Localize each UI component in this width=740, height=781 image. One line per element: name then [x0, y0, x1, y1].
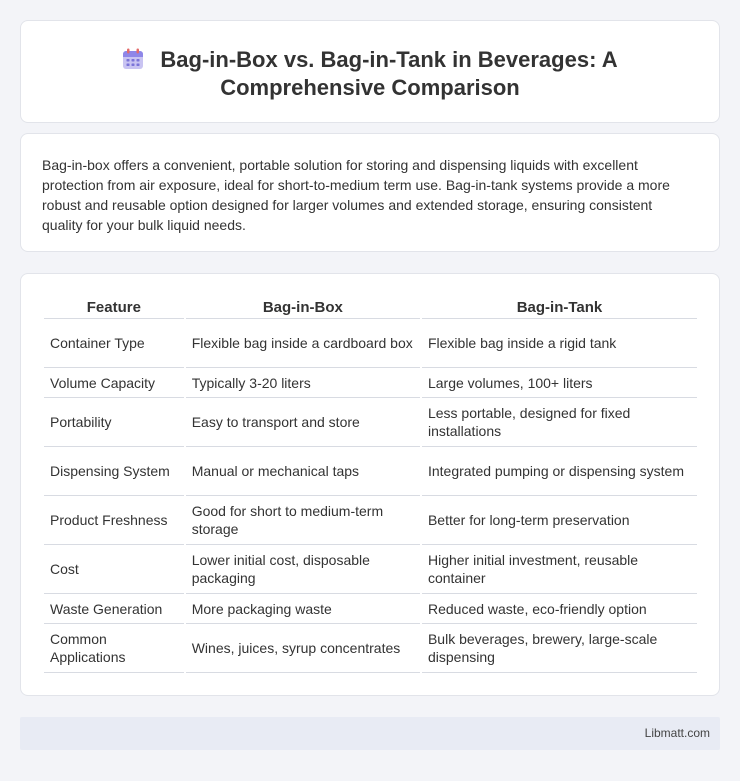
- feature-cell: Container Type: [44, 319, 184, 368]
- bag-in-box-cell: Manual or mechanical taps: [186, 447, 420, 496]
- bag-in-tank-cell: Reduced waste, eco-friendly option: [422, 594, 697, 624]
- table-row: [44, 368, 697, 398]
- table-header-row: [44, 297, 697, 319]
- feature-cell: Portability: [44, 398, 184, 447]
- bag-in-box-cell: Lower initial cost, disposable packaging: [186, 545, 420, 594]
- feature-cell: Common Applications: [44, 624, 184, 673]
- bag-in-tank-cell: Higher initial investment, reusable container: [422, 545, 697, 594]
- title-card: [20, 20, 720, 123]
- title-wrap: [21, 46, 719, 102]
- bag-in-box-cell: Flexible bag inside a cardboard box: [186, 319, 420, 368]
- feature-cell: Volume Capacity: [44, 368, 184, 398]
- bag-in-tank-cell: Bulk beverages, brewery, large-scale dispensing: [422, 624, 697, 673]
- intro-card: [20, 133, 720, 252]
- header-bag-in-tank: Bag-in-Tank: [422, 297, 697, 319]
- footer-bar: [20, 717, 720, 750]
- table-row: [44, 319, 697, 368]
- table-row: [44, 624, 697, 673]
- feature-cell: Product Freshness: [44, 496, 184, 545]
- bag-in-tank-cell: Large volumes, 100+ liters: [422, 368, 697, 398]
- title-text: Bag-in-Box vs. Bag-in-Tank in Beverages: A Comprehensive Comparison: [160, 47, 618, 100]
- bag-in-box-cell: Easy to transport and store: [186, 398, 420, 447]
- bag-in-box-cell: Good for short to medium-term storage: [186, 496, 420, 545]
- table-row: [44, 594, 697, 624]
- header-bag-in-box: Bag-in-Box: [186, 297, 420, 319]
- bag-in-box-cell: Typically 3-20 liters: [186, 368, 420, 398]
- bag-in-box-cell: More packaging waste: [186, 594, 420, 624]
- bag-in-tank-cell: Better for long-term preservation: [422, 496, 697, 545]
- bag-in-tank-cell: Less portable, designed for fixed installations: [422, 398, 697, 447]
- bag-in-box-cell: Wines, juices, syrup concentrates: [186, 624, 420, 673]
- calendar-icon: [122, 48, 144, 70]
- table-row: [44, 545, 697, 594]
- comparison-table: [42, 297, 699, 673]
- table-row: [44, 398, 697, 447]
- page-title: [110, 46, 630, 102]
- bag-in-tank-cell: Flexible bag inside a rigid tank: [422, 319, 697, 368]
- comparison-card: [20, 273, 720, 696]
- table-row: [44, 496, 697, 545]
- intro-paragraph: Bag-in-box offers a convenient, portable solution for storing and dispensing liquids with excellent protection from air exposure, ideal for short-to-medium term use. Bag-in-tank systems provide a more robust and reusable option designed for larger volumes and extended storage, ensuring consistent quality for your bulk liquid needs.: [42, 157, 670, 233]
- feature-cell: Cost: [44, 545, 184, 594]
- bag-in-tank-cell: Integrated pumping or dispensing system: [422, 447, 697, 496]
- table-row: [44, 447, 697, 496]
- feature-cell: Waste Generation: [44, 594, 184, 624]
- footer-brand-link[interactable]: Libmatt.com: [644, 726, 710, 740]
- header-feature: Feature: [44, 297, 184, 319]
- feature-cell: Dispensing System: [44, 447, 184, 496]
